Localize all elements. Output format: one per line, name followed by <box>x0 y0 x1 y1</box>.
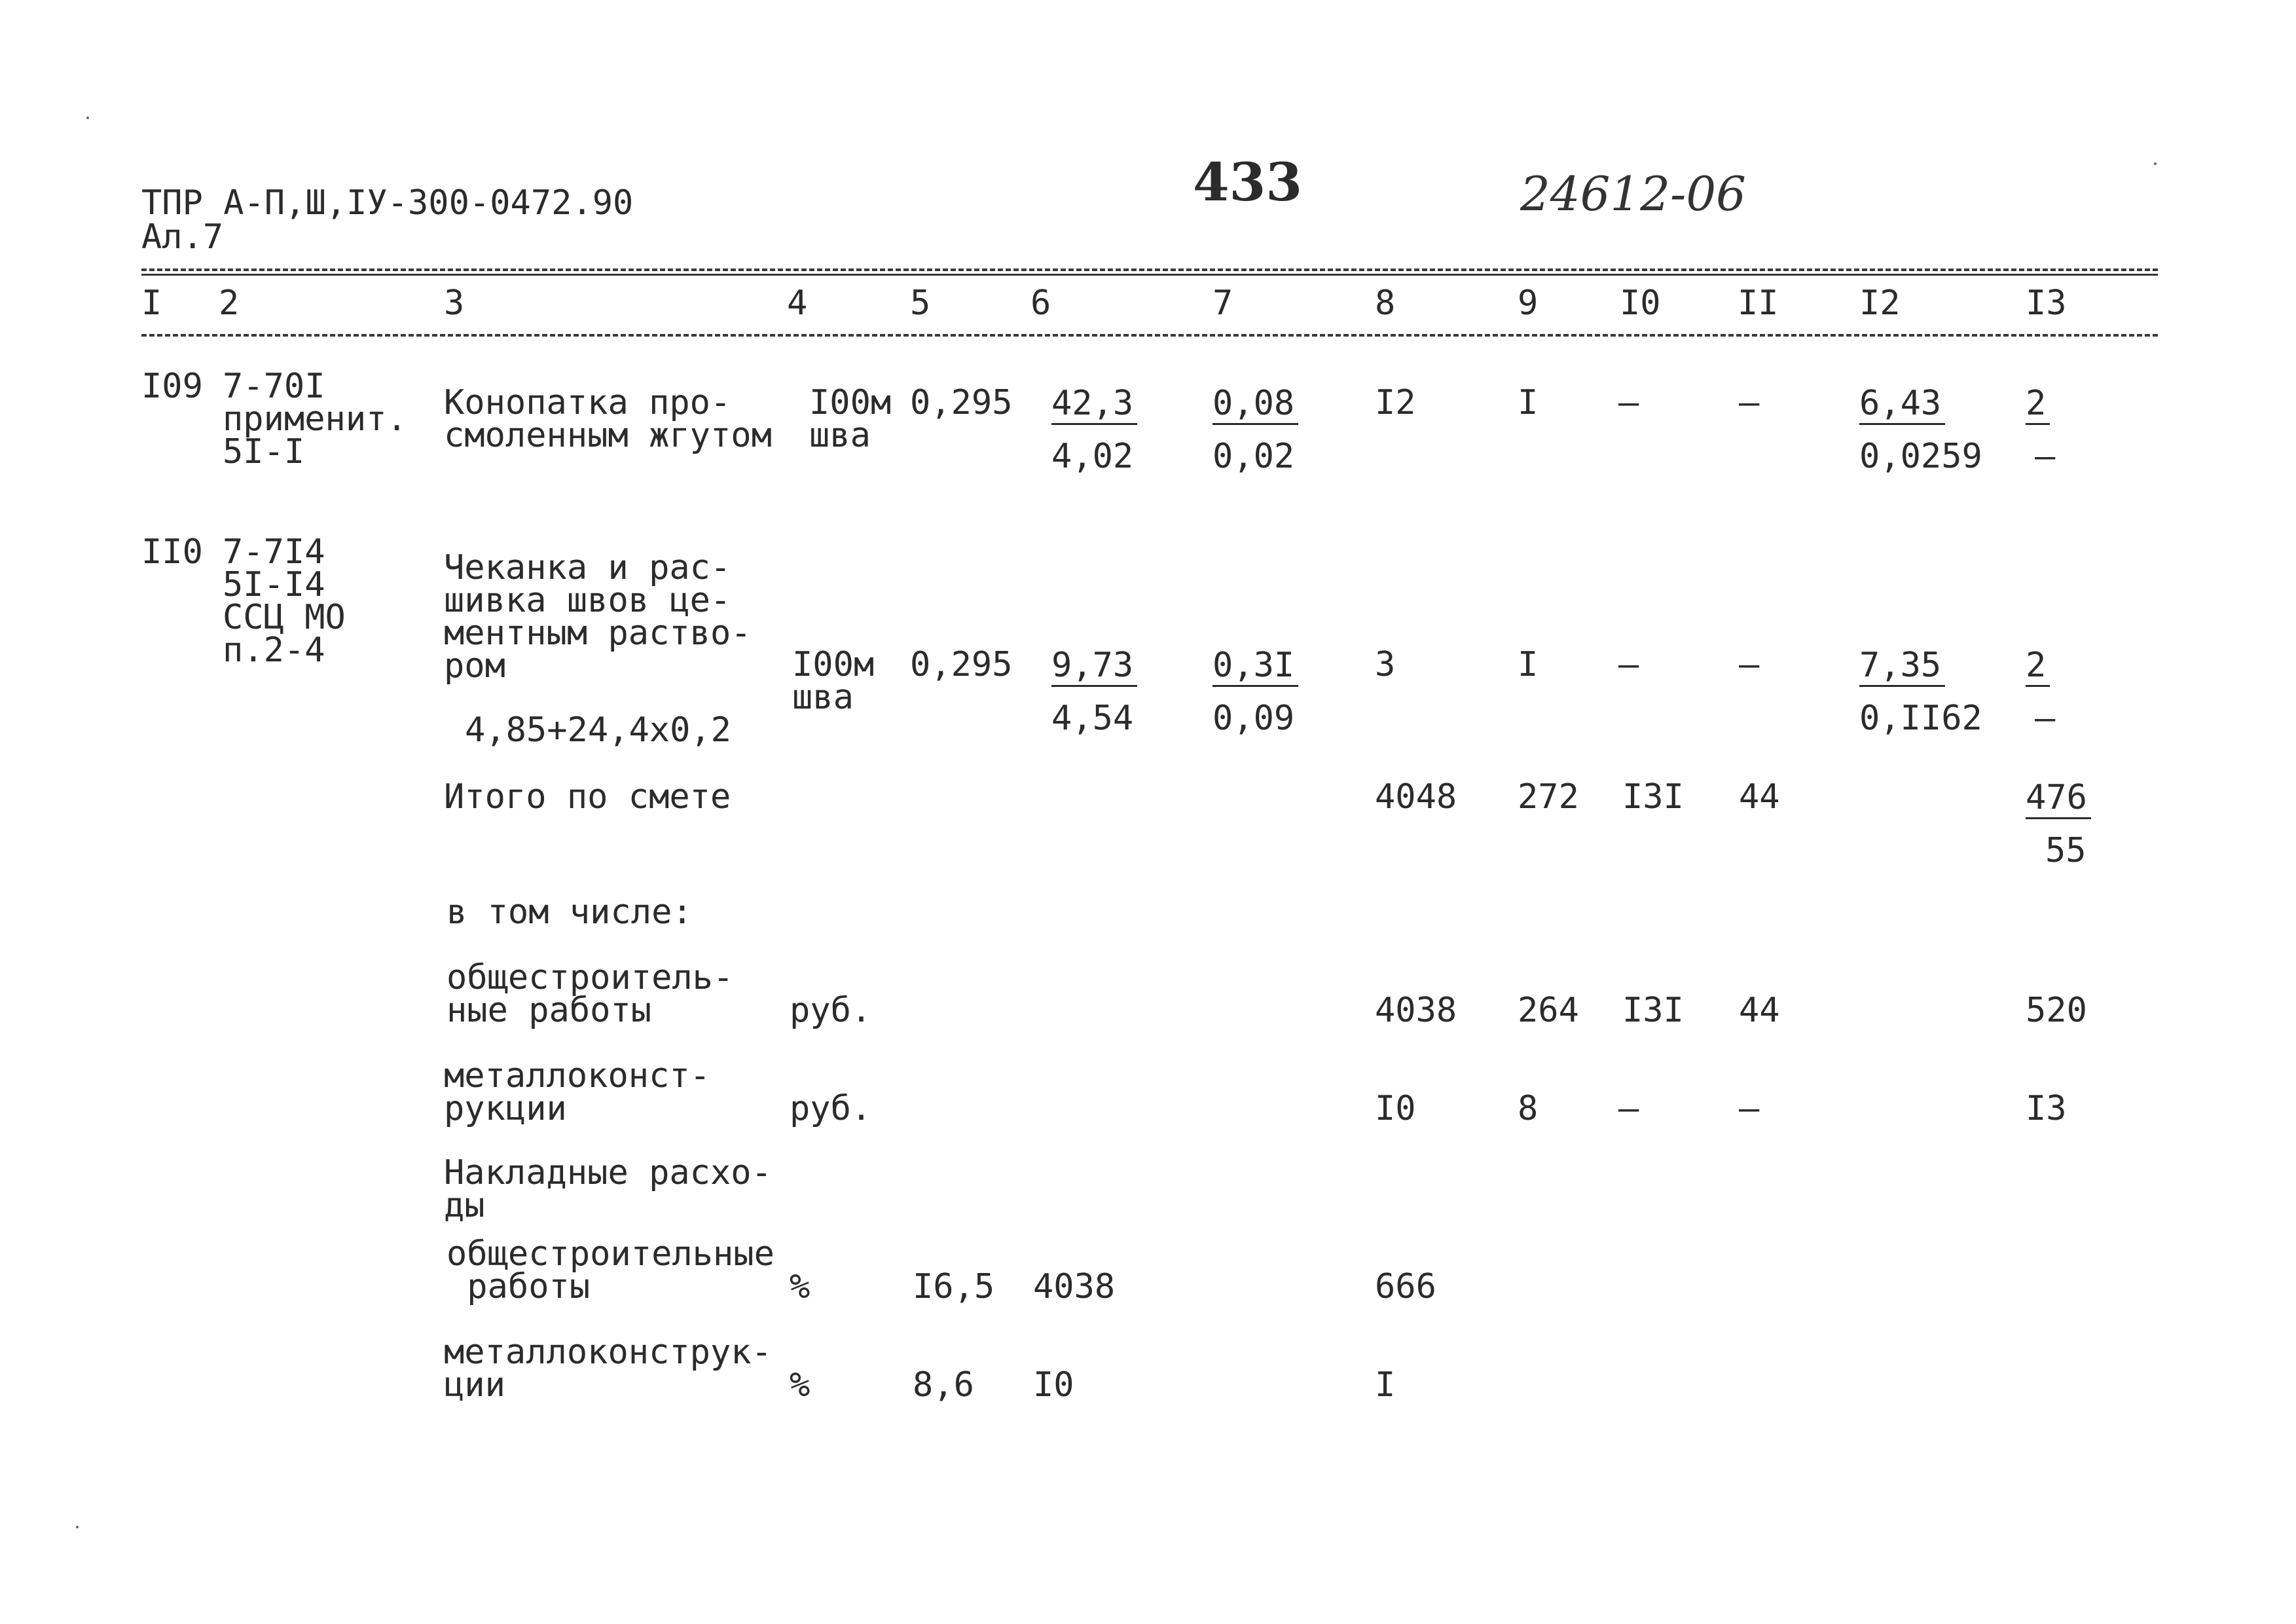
value-col8: 3 <box>1375 645 1396 684</box>
column-header: 2 <box>219 284 240 323</box>
unit-cost-fraction <box>1051 646 1137 738</box>
denominator: 4,54 <box>1051 699 1134 738</box>
column-header: II <box>1738 284 1779 323</box>
unit: I00м шва <box>792 645 875 717</box>
work-description: Конопатка про- смоленным жгутом <box>444 383 772 455</box>
unit: руб. <box>790 991 872 1030</box>
handwritten-archive-code: 24612-06 <box>1520 166 1746 221</box>
denominator: 4,02 <box>1051 437 1134 476</box>
value-col9: 8 <box>1518 1089 1539 1128</box>
column-header: 7 <box>1212 284 1233 323</box>
unit-cost-fraction <box>1051 384 1137 476</box>
numerator: 9,73 <box>1051 648 1137 687</box>
including-label: в том числе: <box>446 893 693 932</box>
unit: руб. <box>790 1089 872 1128</box>
value-col8: I0 <box>1375 1089 1416 1128</box>
value-col9: 272 <box>1518 777 1579 817</box>
column-header: I <box>141 284 162 323</box>
value-col13-fraction <box>2026 646 2056 738</box>
numerator: 476 <box>2026 781 2091 819</box>
base-amount: 4038 <box>1033 1267 1116 1306</box>
work-description: металлоконструк- ции <box>444 1333 772 1405</box>
value-col11: – <box>1739 1089 1760 1128</box>
album-label: Ал.7 <box>141 217 224 257</box>
numerator: 42,3 <box>1051 386 1137 425</box>
value-col13-fraction <box>2026 778 2091 870</box>
rate: 8,6 <box>913 1365 974 1405</box>
base-amount: I0 <box>1033 1365 1074 1405</box>
unit: I00м шва <box>809 383 892 455</box>
numerator: 0,08 <box>1212 386 1298 425</box>
column-header: I0 <box>1620 284 1661 323</box>
work-description: Чеканка и рас- шивка швов це- ментным раство- ром <box>444 548 752 686</box>
quantity: 0,295 <box>910 383 1013 422</box>
norm-code: 7-70I применит. 5I-I <box>223 367 407 471</box>
value-col11: – <box>1739 645 1760 684</box>
value-col8: 4038 <box>1375 991 1457 1030</box>
column-header: 6 <box>1030 284 1051 323</box>
scan-speck <box>2154 162 2157 165</box>
column-header: 9 <box>1518 284 1539 323</box>
quantity: 0,295 <box>910 645 1013 684</box>
value-col12-fraction <box>1859 646 1982 738</box>
value-col13: 520 <box>2026 991 2087 1030</box>
row-number: II0 <box>141 532 203 572</box>
value-col8: I <box>1375 1365 1396 1405</box>
calculation-formula: 4,85+24,4х0,2 <box>465 710 731 750</box>
denominator: 0,II62 <box>1859 699 1982 738</box>
denominator: 0,0259 <box>1859 437 1982 476</box>
value-col8: I2 <box>1375 383 1416 422</box>
value-col13-fraction <box>2026 384 2056 476</box>
value-col10: I3I <box>1622 991 1684 1030</box>
total-label: Итого по смете <box>444 777 731 817</box>
value-col10: – <box>1618 645 1639 684</box>
document-code: ТПР А-П,Ш,IУ-300-0472.90 <box>141 183 634 223</box>
work-description: металлоконст- рукции <box>444 1056 710 1128</box>
value-col10: – <box>1618 1089 1639 1128</box>
value-col10: I3I <box>1622 777 1684 817</box>
work-description: общестроительные работы <box>446 1234 774 1306</box>
value-col9: I <box>1518 383 1539 422</box>
denominator: 55 <box>2045 831 2086 870</box>
unit: % <box>790 1267 811 1306</box>
denominator: – <box>2035 437 2056 476</box>
page-number: 433 <box>1193 151 1302 213</box>
value-col12-fraction <box>1859 384 1982 476</box>
overhead-label: Накладные расхо- ды <box>444 1153 772 1225</box>
value-col11: 44 <box>1739 777 1780 817</box>
numerator: 0,3I <box>1212 648 1298 687</box>
column-header: I2 <box>1859 284 1901 323</box>
column-header: I3 <box>2026 284 2067 323</box>
table-top-rule <box>141 268 2158 271</box>
numerator: 7,35 <box>1859 648 1945 687</box>
unit-cost-fraction <box>1212 384 1298 476</box>
table-header-bottom-rule <box>141 334 2158 337</box>
value-col11: 44 <box>1739 991 1780 1030</box>
value-col10: – <box>1618 383 1639 422</box>
value-col13: I3 <box>2026 1089 2067 1128</box>
value-col9: 264 <box>1518 991 1579 1030</box>
value-col9: I <box>1518 645 1539 684</box>
numerator: 2 <box>2026 386 2050 425</box>
unit: % <box>790 1365 811 1405</box>
column-header: 5 <box>910 284 931 323</box>
scan-speck <box>76 1526 79 1528</box>
denominator: – <box>2035 699 2056 738</box>
value-col11: – <box>1739 383 1760 422</box>
work-description: общестроитель- ные работы <box>446 958 734 1030</box>
denominator: 0,02 <box>1212 437 1295 476</box>
table-top-rule-inner <box>141 274 2158 276</box>
denominator: 0,09 <box>1212 699 1295 738</box>
row-number: I09 <box>141 367 203 406</box>
value-col8: 4048 <box>1375 777 1457 817</box>
norm-code: 7-7I4 5I-I4 ССЦ МО п.2-4 <box>223 532 346 670</box>
unit-cost-fraction <box>1212 646 1298 738</box>
value-col8: 666 <box>1375 1267 1436 1306</box>
column-header: 3 <box>444 284 465 323</box>
column-header: 8 <box>1375 284 1396 323</box>
numerator: 2 <box>2026 648 2050 687</box>
numerator: 6,43 <box>1859 386 1945 425</box>
rate: I6,5 <box>913 1267 995 1306</box>
column-header: 4 <box>787 284 808 323</box>
scan-speck <box>86 117 89 119</box>
